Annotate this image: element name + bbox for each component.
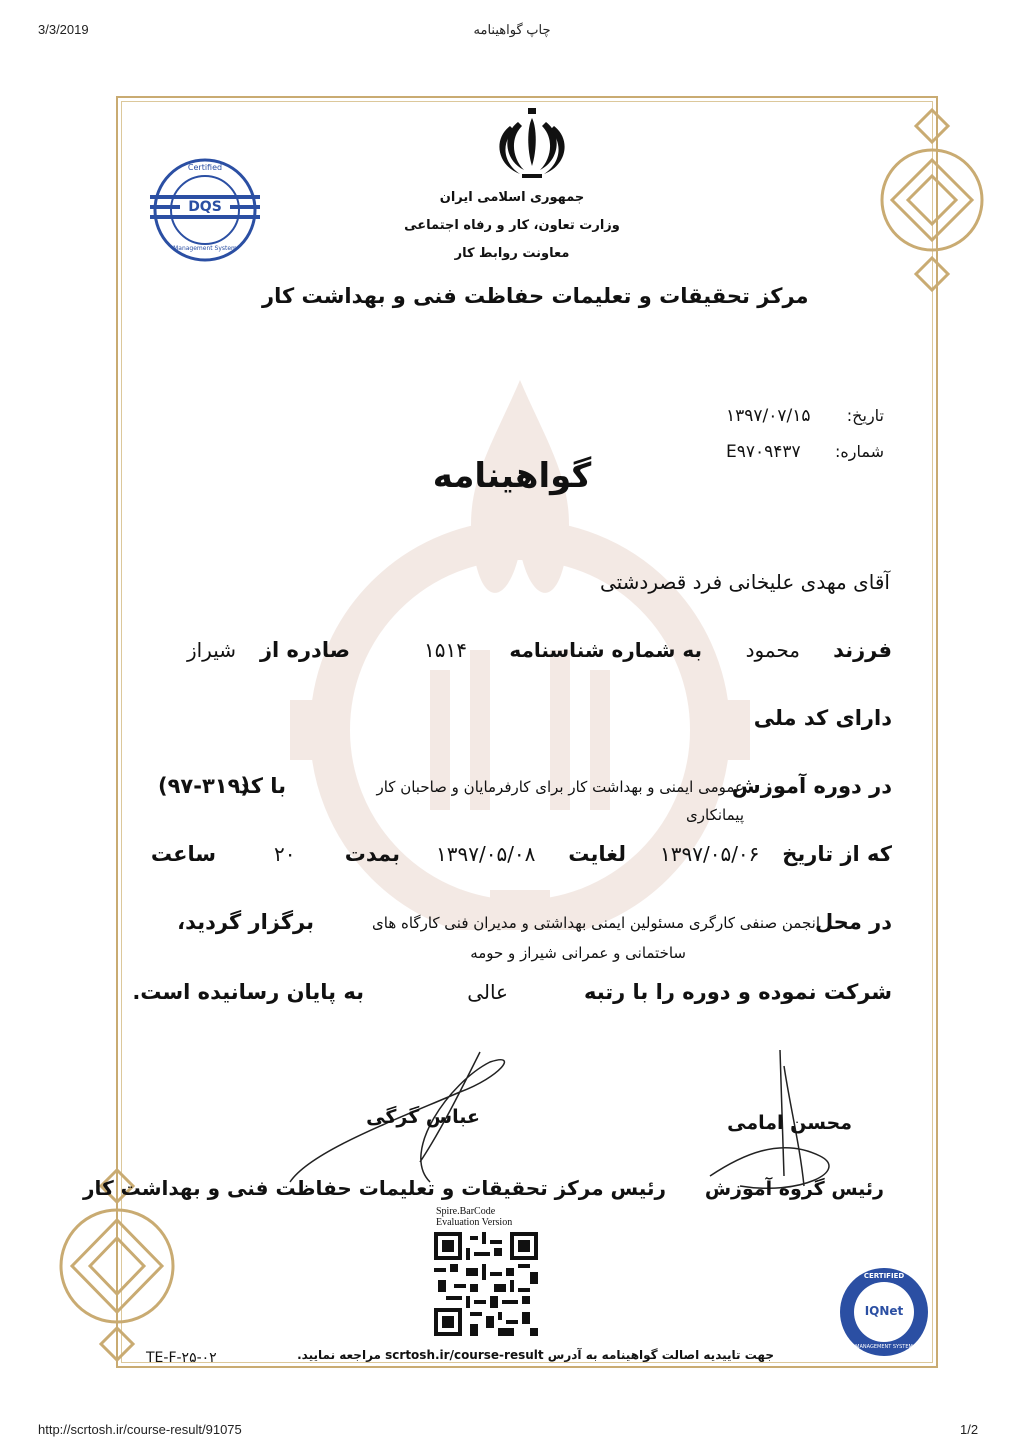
held-label: برگزار گردید، (177, 910, 314, 934)
iqnet-certified-badge (838, 1266, 930, 1358)
id-number: ۱۵۱۴ (424, 638, 467, 662)
id-label: به شماره شناسنامه (509, 638, 702, 662)
print-date: 3/3/2019 (38, 22, 89, 37)
completed-label: به پایان رسانیده است. (132, 980, 364, 1004)
left-signer-title: رئیس مرکز تحقیقات و تعلیمات حفاظت فنی و بهداشت کار (83, 1176, 666, 1200)
letterhead-line2: وزارت تعاون، کار و رفاه اجتماعی (404, 218, 620, 233)
dqs-ring-text: Certified (187, 163, 223, 172)
dqs-certified-badge (150, 155, 260, 265)
code-label: با کد (238, 774, 286, 798)
verify-text: جهت تاییدیه اصالت گواهینامه به آدرس scrtosh.ir/course-result مراجعه نمایید. (297, 1348, 774, 1362)
dqs-ring-text-bottom: Management System (173, 245, 237, 252)
iqnet-ring-text-bottom: MANAGEMENT SYSTEM (855, 1344, 913, 1350)
from-date: ۱۳۹۷/۰۵/۰۶ (660, 842, 760, 866)
father-name: محمود (745, 638, 800, 662)
iqnet-ring-text: CERTIFIED (863, 1272, 905, 1280)
child-of-label: فرزند (833, 638, 892, 662)
issued-place: شیراز (186, 638, 236, 662)
date-label: تاریخ: (846, 406, 884, 425)
place-line2: ساختمانی و عمرانی شیراز و حومه (470, 944, 686, 962)
letterhead-line1: جمهوری اسلامی ایران (439, 190, 585, 205)
to-label: لغایت (568, 842, 626, 866)
letterhead-line3: معاونت روابط کار (454, 246, 570, 261)
print-page-number: 1/2 (960, 1422, 979, 1437)
course-label: در دوره آموزش (731, 774, 892, 798)
certificate-title: گواهینامه (432, 456, 592, 496)
iqnet-center-text: IQNet (864, 1304, 904, 1318)
duration-label: بمدت (344, 842, 400, 866)
qr-code-icon (434, 1232, 538, 1336)
grade: عالی (467, 980, 508, 1004)
holder-name: آقای مهدی علیخانی فرد قصردشتی (599, 570, 890, 594)
issued-label: صادره از (259, 638, 350, 662)
from-date-label: که از تاریخ (782, 842, 892, 866)
date-value: ۱۳۹۷/۰۷/۱۵ (726, 406, 811, 426)
center-name: مرکز تحقیقات و تعلیمات حفاظت فنی و بهداشت کار (262, 284, 809, 308)
hours-label: ساعت (150, 842, 216, 866)
left-signer-name: عباس گرگی (366, 1106, 480, 1128)
right-signer-title: رئیس گروه آموزش (704, 1178, 884, 1200)
dqs-center-text: DQS (180, 199, 230, 215)
print-title: چاپ گواهینامه (473, 22, 551, 37)
number-label: شماره: (834, 442, 884, 461)
barcode-caption (436, 1206, 512, 1228)
participated-label: شرکت نموده و دوره را با رتبه (583, 980, 892, 1004)
course-name-line2: پیمانکاری (686, 806, 744, 824)
print-url[interactable]: http://scrtosh.ir/course-result/91075 (38, 1422, 242, 1437)
right-signer-name: محسن امامی (727, 1112, 852, 1134)
barcode-caption-line1: Spire.BarCode (436, 1206, 496, 1217)
number-value: E۹۷۰۹۴۳۷ (726, 442, 801, 462)
place-label: در محل (814, 910, 892, 934)
place-line1: انجمن صنفی کارگری مسئولین ایمنی بهداشتی و مدیران فنی کارگاه های (372, 914, 820, 932)
to-date: ۱۳۹۷/۰۵/۰۸ (436, 842, 536, 866)
form-code: TE-F-۲۵-۰۲ (146, 1350, 217, 1366)
duration-value: ۲۰ (274, 842, 296, 866)
course-name-line1: عمومی ایمنی و بهداشت کار برای کارفرمایان و صاحبان کار (376, 778, 744, 796)
national-code-label: دارای کد ملی (753, 706, 892, 730)
barcode-caption-line2: Evaluation Version (436, 1217, 513, 1228)
code-value: (۹۷-۳۱۹) (158, 774, 250, 798)
corner-ornament-top-right-icon (876, 100, 988, 300)
iran-emblem-icon (494, 104, 570, 180)
